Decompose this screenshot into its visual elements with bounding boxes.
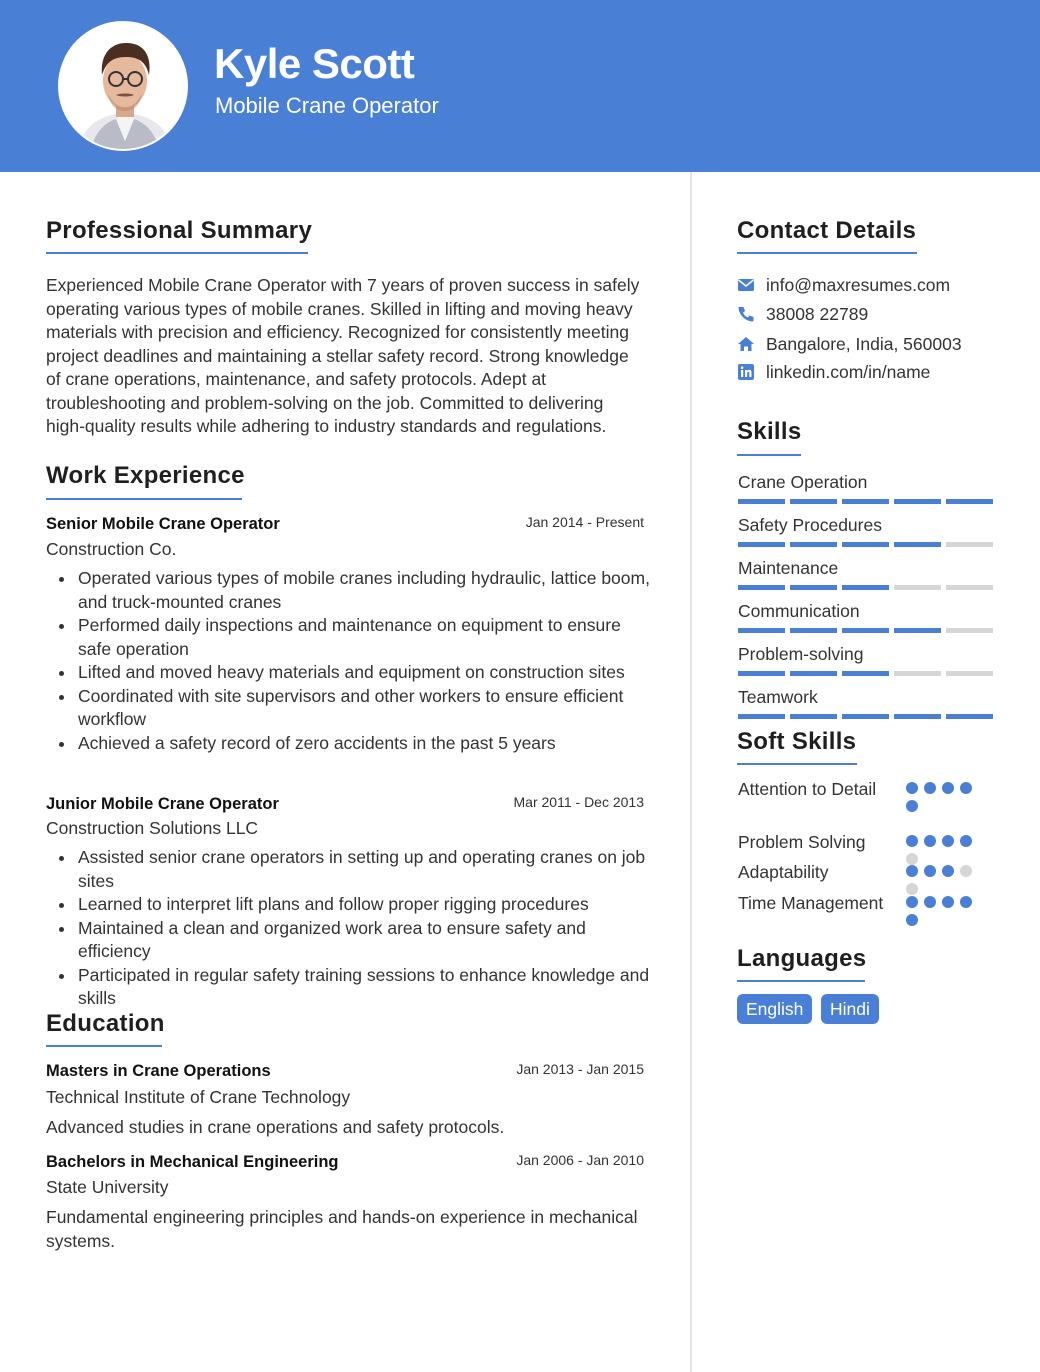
skills-heading: Skills	[737, 418, 802, 445]
soft-skill-rating	[906, 835, 986, 865]
skill-level-segment	[946, 714, 993, 719]
rating-dot	[906, 896, 918, 908]
job-bullets	[78, 846, 653, 1011]
education-degree: Bachelors in Mechanical Engineering	[46, 1153, 339, 1171]
education-heading-underline	[46, 1045, 162, 1047]
skill-level-segment	[894, 585, 941, 590]
contact-address-text: Bangalore, India, 560003	[766, 333, 962, 354]
column-divider	[690, 172, 692, 1372]
rating-dot	[924, 865, 936, 877]
skill-level-bar	[738, 499, 993, 504]
rating-dot	[942, 896, 954, 908]
skill-level-segment	[842, 585, 889, 590]
languages-heading-underline	[737, 980, 865, 982]
job-bullet: Operated various types of mobile cranes including hydraulic, lattice boom, and truck-mounted cranes	[78, 567, 653, 614]
skill-name: Teamwork	[738, 687, 818, 707]
job-title: Senior Mobile Crane Operator	[46, 515, 280, 533]
skill-level-bar	[738, 671, 993, 676]
education-school: Technical Institute of Crane Technology	[46, 1087, 351, 1107]
skill-name: Maintenance	[738, 558, 839, 578]
skill-level-segment	[738, 585, 785, 590]
phone-icon	[737, 305, 755, 323]
job-bullet: Participated in regular safety training sessions to enhance knowledge and skills	[78, 964, 653, 1011]
rating-dot	[942, 835, 954, 847]
skill-level-segment	[738, 542, 785, 547]
rating-dot	[960, 865, 972, 877]
rating-dot	[960, 835, 972, 847]
skill-level-segment	[894, 714, 941, 719]
rating-dot	[924, 896, 936, 908]
contact-linkedin[interactable]	[737, 360, 930, 384]
education-description: Advanced studies in crane operations and safety protocols.	[46, 1117, 505, 1137]
contact-email-text: info@maxresumes.com	[766, 274, 951, 295]
skill-level-bar	[738, 714, 993, 719]
job-bullet: Performed daily inspections and maintenance on equipment to ensure safe operation	[78, 614, 653, 661]
skill-level-segment	[790, 542, 837, 547]
soft-skill-name: Time Management	[738, 893, 884, 913]
candidate-role: Mobile Crane Operator	[215, 93, 439, 118]
skill-level-segment	[946, 542, 993, 547]
contact-heading: Contact Details	[737, 217, 917, 244]
soft-skill-name: Attention to Detail	[738, 779, 877, 799]
skill-level-segment	[842, 714, 889, 719]
profile-photo	[58, 21, 188, 151]
skill-level-segment	[842, 542, 889, 547]
skill-level-segment	[842, 499, 889, 504]
skill-level-segment	[894, 628, 941, 633]
linkedin-icon	[737, 363, 755, 381]
skill-level-segment	[738, 628, 785, 633]
soft-skill-rating	[906, 865, 986, 895]
experience-heading-underline	[46, 498, 242, 500]
contact-phone-text: 38008 22789	[766, 303, 869, 324]
skill-name: Safety Procedures	[738, 515, 882, 535]
education-heading: Education	[46, 1010, 165, 1037]
contact-phone[interactable]	[737, 302, 868, 326]
skill-level-segment	[894, 542, 941, 547]
skill-level-segment	[790, 585, 837, 590]
skill-name: Crane Operation	[738, 472, 868, 492]
experience-heading: Work Experience	[46, 462, 245, 489]
job-date: Mar 2011 - Dec 2013	[513, 794, 644, 810]
language-badge: English	[737, 994, 812, 1024]
soft-skill-name: Problem Solving	[738, 832, 866, 852]
home-icon	[737, 335, 755, 353]
job-company: Construction Co.	[46, 539, 177, 559]
job-bullet: Learned to interpret lift plans and follow proper rigging procedures	[78, 893, 653, 917]
language-badge: Hindi	[821, 994, 879, 1024]
job-bullets	[78, 567, 653, 755]
rating-dot	[942, 865, 954, 877]
job-bullet: Assisted senior crane operators in setting up and operating cranes on job sites	[78, 846, 653, 893]
soft-skill-rating	[906, 896, 986, 926]
rating-dot	[906, 883, 918, 895]
skills-heading-underline	[737, 454, 801, 456]
skill-level-segment	[946, 628, 993, 633]
summary-text: Experienced Mobile Crane Operator with 7 years of proven success in safely operating various types of mobile cranes. Skilled in lifting and moving heavy materials with precision and efficiency. Recognized for consistently meeting project deadlines and maintaining a stellar safety record. Strong knowledge of crane operations, maintenance, and safety protocols. Adept at troubleshooting and problem-solving on the job. Committed to delivering high-quality results while adhering to industry standards and regulations.	[46, 275, 640, 436]
rating-dot	[906, 853, 918, 865]
rating-dot	[906, 782, 918, 794]
skill-level-segment	[790, 671, 837, 676]
education-description: Fundamental engineering principles and hands-on experience in mechanical systems.	[46, 1207, 638, 1251]
skill-name: Communication	[738, 601, 860, 621]
contact-heading-underline	[737, 252, 917, 254]
skill-level-bar	[738, 585, 993, 590]
skill-level-bar	[738, 628, 993, 633]
skill-level-segment	[842, 671, 889, 676]
skill-name: Problem-solving	[738, 644, 864, 664]
envelope-icon	[737, 276, 755, 294]
skill-level-segment	[738, 671, 785, 676]
skill-level-segment	[894, 499, 941, 504]
education-date: Jan 2006 - Jan 2010	[516, 1152, 644, 1168]
resume-header	[0, 0, 1040, 172]
rating-dot	[906, 914, 918, 926]
soft-skills-heading: Soft Skills	[737, 728, 857, 755]
job-company: Construction Solutions LLC	[46, 818, 259, 838]
rating-dot	[942, 782, 954, 794]
rating-dot	[960, 896, 972, 908]
skill-level-segment	[790, 714, 837, 719]
skill-level-bar	[738, 542, 993, 547]
job-bullet: Coordinated with site supervisors and other workers to ensure efficient workflow	[78, 685, 653, 732]
rating-dot	[906, 865, 918, 877]
soft-skills-heading-underline	[737, 763, 857, 765]
contact-linkedin-text: linkedin.com/in/name	[766, 361, 931, 382]
skill-level-segment	[946, 585, 993, 590]
contact-email[interactable]	[737, 273, 950, 297]
job-bullet: Maintained a clean and organized work area to ensure safety and efficiency	[78, 917, 653, 964]
rating-dot	[924, 782, 936, 794]
job-bullet: Achieved a safety record of zero accidents in the past 5 years	[78, 732, 653, 756]
rating-dot	[924, 835, 936, 847]
education-date: Jan 2013 - Jan 2015	[516, 1061, 644, 1077]
education-school: State University	[46, 1177, 169, 1197]
contact-address	[737, 332, 962, 356]
job-title: Junior Mobile Crane Operator	[46, 795, 279, 813]
skill-level-segment	[738, 714, 785, 719]
summary-heading: Professional Summary	[46, 217, 313, 244]
skill-level-segment	[842, 628, 889, 633]
education-degree: Masters in Crane Operations	[46, 1062, 271, 1080]
skill-level-segment	[738, 499, 785, 504]
rating-dot	[906, 835, 918, 847]
soft-skill-rating	[906, 782, 986, 812]
job-bullet: Lifted and moved heavy materials and equipment on construction sites	[78, 661, 653, 685]
skill-level-segment	[946, 499, 993, 504]
soft-skill-name: Adaptability	[738, 862, 829, 882]
rating-dot	[960, 782, 972, 794]
skill-level-segment	[894, 671, 941, 676]
skill-level-segment	[946, 671, 993, 676]
summary-heading-underline	[46, 252, 308, 254]
skill-level-segment	[790, 628, 837, 633]
skill-level-segment	[790, 499, 837, 504]
candidate-name: Kyle Scott	[214, 40, 415, 87]
rating-dot	[906, 800, 918, 812]
job-date: Jan 2014 - Present	[525, 514, 644, 530]
languages-heading: Languages	[737, 945, 867, 972]
